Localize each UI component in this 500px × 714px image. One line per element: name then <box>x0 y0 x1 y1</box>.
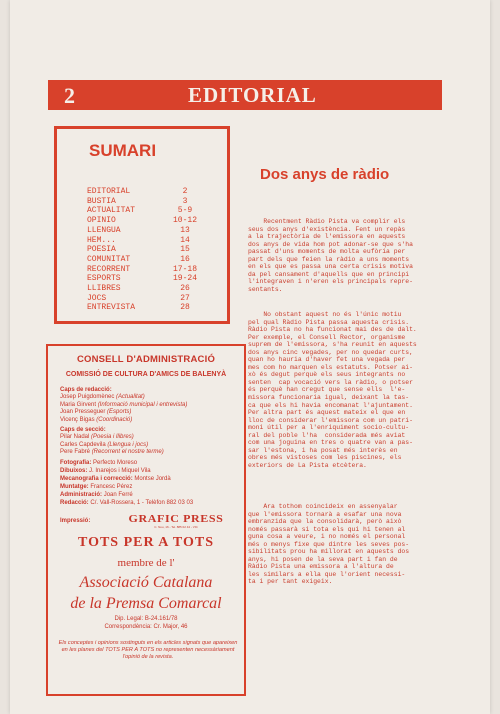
person-role: (Esports) <box>107 409 132 416</box>
seccio-block <box>60 427 164 457</box>
toc-item <box>87 265 199 275</box>
section-header-bar <box>48 80 442 110</box>
seccio-list <box>60 434 164 456</box>
article-line: xò és degut perquè els seus integrants no <box>248 371 406 379</box>
credit-label: Administració: <box>60 492 103 498</box>
toc-item <box>87 245 199 255</box>
article-line: obres més vistoses com les piscines, els <box>248 454 402 462</box>
article-line: ta i per tant exigeix. <box>248 578 333 586</box>
impressio-label: Impressió: <box>60 518 91 524</box>
article-line: Ara tothom coincideix en assenyalar <box>248 503 398 510</box>
article-line: més o menys fixe que dintre les seves pos- <box>248 540 410 548</box>
association-name-line1: Associació Catalana <box>79 574 213 591</box>
toc-item <box>87 216 199 226</box>
article-line: dos anys cinc vegades, per no quedar curts, <box>248 348 413 356</box>
article-line: Per exemple, el Consell Rector, organisme <box>248 333 406 341</box>
article-line: ral del poble l'ha considerada més aviat <box>248 431 406 439</box>
toc-item-page: 5-9 <box>177 206 193 216</box>
toc-item-page: 28 <box>180 303 190 313</box>
toc-item-page: 26 <box>180 284 190 294</box>
credit-label: Fotografia: <box>60 460 92 466</box>
credit-line <box>60 491 193 499</box>
person-name: Joan Presseguer <box>60 409 106 416</box>
article-line: sentants. <box>248 285 283 293</box>
toc-item-label: EDITORIAL <box>87 187 131 196</box>
article-line: en els que es passa una certa crisis motiva <box>248 263 413 271</box>
redaccio-person <box>60 402 187 409</box>
redaccio-person <box>60 417 187 424</box>
person-role: (Informació municipal i entrevista) <box>97 401 188 408</box>
credit-value: Francesc Pérez <box>90 484 133 490</box>
person-name: Josep Puigdomènec <box>60 394 115 401</box>
toc-item-label: HEM... <box>87 235 116 245</box>
article-line: que l'emissora tornarà a esafar una nova <box>248 510 402 518</box>
toc-item <box>87 294 199 304</box>
redaccio-person <box>60 409 187 416</box>
article-paragraph-3 <box>248 503 428 586</box>
person-role: (Recorrent el nostre terme) <box>91 449 164 456</box>
credit-line <box>60 467 193 475</box>
person-name: Maria Girvent <box>60 401 97 408</box>
person-name: Carles Capdevila <box>60 441 106 448</box>
redaccio-person <box>60 394 187 401</box>
person-role: (Actualitat) <box>116 394 145 401</box>
article-line: pel qual Ràdio Pista passa aquesta crisis. <box>248 318 410 326</box>
article-line: Ràdio Pista una emissora a l'altura de <box>248 563 394 571</box>
toc-item-label: LLENGUA <box>87 225 121 235</box>
toc-item <box>87 236 199 246</box>
toc-item-label: ENTREVISTA <box>87 303 136 313</box>
article-line: senten cap vocació vers la ràdio, o potser <box>248 378 413 386</box>
toc-item-label: ACTUALITAT <box>87 206 136 216</box>
toc-item-label: JOCS <box>87 293 107 303</box>
article-line: quan ho hauria d'haver fet una vegada per <box>248 356 406 364</box>
toc-item-page: 10-12 <box>172 216 197 226</box>
seccio-person <box>60 442 164 449</box>
credit-label: Dibuixos: <box>60 468 88 474</box>
toc-item <box>87 284 199 294</box>
toc-item-label: POESIA <box>87 245 116 255</box>
credit-line <box>60 459 193 467</box>
article-line: només passarà si tota els qui hi tenen al <box>248 525 406 533</box>
toc-item-page: 2 <box>182 187 188 196</box>
article-paragraph-2 <box>248 311 428 469</box>
seccio-label: Caps de secció: <box>60 427 106 433</box>
toc-item <box>87 255 199 265</box>
legal-deposit: Dip. Legal: B-24.161/78 <box>114 616 178 622</box>
article-line: a la trajectòria de l'emissora en aquests <box>248 233 406 241</box>
toc-item-page: 16 <box>180 254 190 264</box>
toc-list <box>87 187 199 313</box>
credit-label: Redacció: <box>60 500 89 506</box>
person-role: (Coordinació) <box>96 416 133 423</box>
toc-item-label: BUSTIA <box>87 196 116 206</box>
toc-item-label: OPINIO <box>87 216 116 226</box>
printer-address: C. Nou, 16 - Tel. 885 02 44 - VIC <box>154 525 198 529</box>
printer-logo <box>128 514 224 530</box>
article-line: passat d'uns moments de molta eufòria per <box>248 248 406 256</box>
toc-item-label: RECORRENT <box>87 264 131 274</box>
toc-item-page: 14 <box>180 235 190 245</box>
article-line: les similars a ella que l'orient necessi- <box>248 570 406 578</box>
article-line: missora funcionaria igual, deixant la tas- <box>248 394 410 402</box>
page-number: 2 <box>64 83 75 108</box>
correspondence-address: Correspondència: Cr. Major, 46 <box>104 624 188 630</box>
person-role: (Poesia i llibres) <box>91 434 134 441</box>
article-line: Per altra part és aquest mateix el que en <box>248 409 406 417</box>
toc-item-page: 3 <box>182 196 188 206</box>
toc-item-page: 17-18 <box>172 264 197 274</box>
toc-item <box>87 226 199 236</box>
article-line: sar l'estona, i ha posat més interès en <box>248 446 398 454</box>
article-line: Ràdio Pista no ha funcionat mai des de dalt. <box>248 326 417 334</box>
article-line: part dels que feien la ràdio a uns moments <box>248 255 410 263</box>
section-title: EDITORIAL <box>188 83 317 107</box>
table-of-contents-box <box>54 126 230 324</box>
article-line: moni útil per a l'enriquiment socio-cultu- <box>248 424 410 432</box>
article-line: és perquè han cregut que sense ells l'e- <box>248 386 406 394</box>
article-line: embranzida que la consolidarà, però això <box>248 518 402 526</box>
article-line: dos anys de vida hom pot adonar-se que s'ha <box>248 240 413 248</box>
credit-value: Joan Ferré <box>103 492 133 498</box>
article-line: suprem de l'emissora, s'ha reunit en aquests <box>248 341 417 349</box>
disclaimer: Els conceptes i opinions sostinguts en els articles signats que apareixen en les planes del TOTS PER A TOTS no representen necessàriament l'opinió de la revista. <box>58 640 238 660</box>
article-line: lloc de considerar l'emissora com un patri- <box>248 416 413 424</box>
credits-subtitle: COMISSIÓ DE CULTURA D'AMICS DE BALENYÀ <box>65 371 227 378</box>
seccio-person <box>60 434 164 441</box>
person-role: (Llengua i jocs) <box>107 441 149 448</box>
membre-text: membre de l' <box>117 557 175 569</box>
article-line: mes com ho marquen els estatuts. Potser ai- <box>248 363 413 371</box>
credits-box <box>46 344 246 696</box>
article-line: seus dos anys d'existència. Fent un repàs <box>248 225 406 233</box>
credit-label: Mecanografia i correcció: <box>60 476 133 482</box>
article-line: guna cosa a veure, i no només el personal <box>248 533 406 541</box>
credit-value: J. Inarejos i Miquel Vila <box>89 468 151 474</box>
credits-title: CONSELL D'ADMINISTRACIÓ <box>76 354 216 365</box>
article-line: l'integraven i n'eren els principals repre- <box>248 278 413 286</box>
toc-item-label: LLIBRES <box>87 284 121 294</box>
article-line: Recentment Ràdio Pista va complir els <box>248 218 406 225</box>
credit-line <box>60 475 193 483</box>
redaccio-block <box>60 387 187 424</box>
toc-item <box>87 187 199 197</box>
credit-value: Perfecto Moreso <box>93 460 138 466</box>
credit-line <box>60 499 193 507</box>
printer-name: GRAFIC PRESS <box>128 514 224 525</box>
credit-value: C/. Vall-Rossera, 1 - Telèfon 882 03 03 <box>90 500 194 506</box>
article-line: sibilitats prou ha millorat en aquests dos <box>248 548 410 556</box>
article-paragraph-1 <box>248 218 428 293</box>
article-line: ca que els hi havia encomanat l'ajuntament. <box>248 401 413 409</box>
association-name-line2: de la Premsa Comarcal <box>70 595 222 612</box>
redaccio-list <box>60 394 187 424</box>
toc-item <box>87 197 199 207</box>
credit-label: Muntatge: <box>60 484 89 490</box>
person-name: Pere Fabré <box>60 449 91 456</box>
toc-item <box>87 274 199 284</box>
toc-item-page: 27 <box>180 293 190 303</box>
toc-item-label: ESPORTS <box>87 274 121 284</box>
article-line: exteriors de La Pista etcètera. <box>248 461 367 469</box>
person-name: Vicenç Bigas <box>60 416 95 423</box>
person-name: Pilar Nadal <box>60 434 90 441</box>
article-title: Dos anys de ràdio <box>260 166 390 183</box>
toc-item-page: 19-24 <box>172 274 197 284</box>
article-line: anys, hi posen de la seva part i fan de <box>248 555 398 563</box>
article-line: No obstant aquest no és l'únic motiu <box>248 311 402 318</box>
credits-list <box>60 459 193 507</box>
toc-item-page: 15 <box>180 245 190 255</box>
toc-item <box>87 206 199 216</box>
credit-value: Montse Jordà <box>134 476 171 482</box>
toc-title: SUMARI <box>89 141 157 160</box>
article-line: com una joguina en tres o quatre van a pas- <box>248 439 413 447</box>
toc-item-label: COMUNITAT <box>87 254 131 264</box>
tots-per-a-tots-logo: TOTS PER A TOTS <box>77 535 214 550</box>
seccio-person <box>60 449 164 456</box>
redaccio-label: Caps de redacció: <box>60 387 112 393</box>
toc-item-page: 13 <box>180 225 190 235</box>
article-line: da pel cansament d'aquells que en principi <box>248 270 410 278</box>
credit-line <box>60 483 193 491</box>
toc-item <box>87 303 199 313</box>
